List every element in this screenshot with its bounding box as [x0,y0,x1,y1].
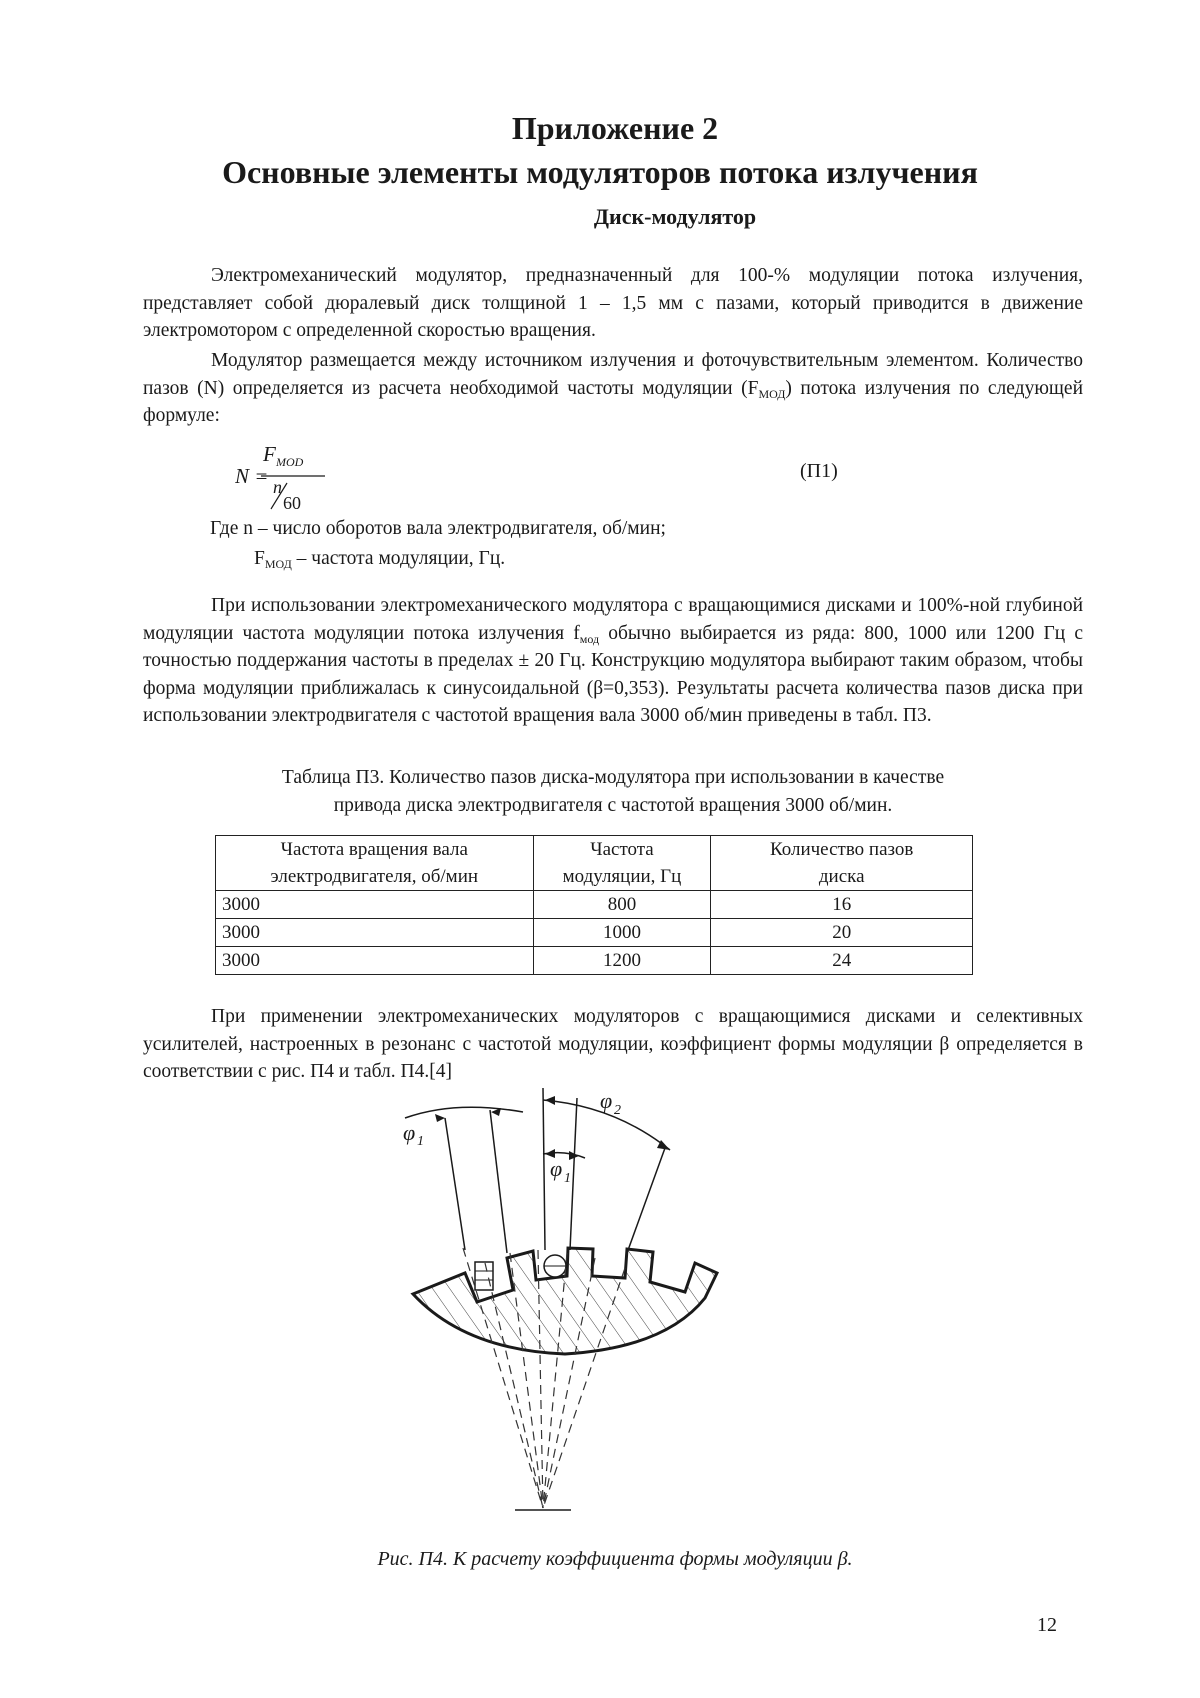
dimension-lines [405,1088,670,1253]
modulator-disk-figure [395,1088,795,1524]
formula-lhs: N = [235,464,269,488]
table-row [216,891,973,919]
table-row [216,947,973,975]
paragraph-frequency-sub: мод [579,631,600,646]
table-cell: 3000 [216,947,534,975]
header-line: Частота вращения вала [280,839,468,860]
paragraph-slots [143,347,1083,430]
formula-number: (П1) [800,460,838,482]
header-line: диска [818,866,865,887]
dimension-arrows [435,1096,670,1160]
table-header-cell [533,836,711,891]
table-cell: 1000 [533,919,711,947]
header-line: модуляции, Гц [562,866,682,887]
section-subtitle: Диск-модулятор [593,204,757,229]
table-cell: 16 [711,891,973,919]
paragraph-beta: При применении электромеханических модуляторов с вращающимися дисками и селективных усилителей, настроенных в резонанс с частотой модуляции, коэффициент формы модуляции β определяется в соответствии с рис. П4 и табл. П4.[4] [143,1006,1083,1082]
paragraph-slots-text-a: Модулятор размещается между источником излучения и фоточувствительным элементом. Количество пазов (N) определяется из расчета необходимой частоты модуляции (F [143,350,1083,399]
label-phi1-center-sub: 1 [564,1171,571,1186]
table-caption-line2: привода диска электродвигателя с частотой вращения 3000 об/мин. [333,794,893,816]
table-cell: 3000 [216,891,534,919]
slots-table [215,835,973,975]
label-phi2-sub: 2 [614,1103,621,1118]
formula-denominator-n: n [273,477,282,497]
paragraph-slots-sub: МОД [758,386,786,401]
label-phi2: φ [600,1088,613,1113]
header-line: электродвигателя, об/мин [270,866,479,887]
label-phi1-left-sub: 1 [417,1134,424,1149]
definition-fmod [210,544,666,574]
formula-p1 [235,441,1095,513]
table-cell: 1200 [533,947,711,975]
paragraph-slots-text-b: ) потока излучения по следующей формуле: [143,377,1084,426]
page-number: 12 [1037,1614,1057,1636]
paragraph-frequency-text-b: обычно выбирается из ряда: 800, 1000 или 1200 Гц с точностью поддержания частоты в пределах ± 20 Гц. Конструкцию модулятора выбирают таким образом, чтобы форма модуляции приближалась к синусоидальной (β=0,353). Результаты расчета количества пазов диска при использовании электродвигателя с частотой вращения вала 3000 об/мин приведены в табл. П3. [143,622,1083,726]
definition-fmod-sub: МОД [264,557,292,571]
table-header-row [216,836,973,891]
paragraph-intro: Электромеханический модулятор, предназначенный для 100-% модуляции потока излучения, представляет собой дюралевый диск толщиной 1 – 1,5 мм с пазами, который приводится в движение электромотором с определенной скоростью вращения. [143,265,1083,341]
figure-caption: Рис. П4. К расчету коэффициента формы модуляции β. [377,1548,853,1570]
definition-fmod-text: – частота модуляции, Гц. [291,548,506,569]
table-row [216,919,973,947]
table-cell: 20 [711,919,973,947]
disk-diagram [395,1088,795,1524]
formula-numerator-sub: MOD [276,455,304,469]
definitions [210,514,666,574]
section-title: Основные элементы модуляторов потока излучения [222,154,978,190]
label-phi1-left: φ [403,1120,416,1145]
table-caption-line1: Таблица П3. Количество пазов диска-модулятора при использовании в качестве [281,767,945,788]
paragraph-frequency [143,592,1083,730]
label-phi1-center: φ [550,1156,563,1181]
formula-denominator-60: 60 [283,493,301,513]
appendix-heading: Приложение 2 [511,110,719,146]
table-cell: 24 [711,947,973,975]
paragraph-frequency-text-a: При использовании электромеханического модулятора с вращающимися дисками и 100%-ной глубиной модуляции частота модуляции потока излучения f [143,595,1083,644]
table-header-cell [711,836,973,891]
table-caption [143,764,1083,819]
table-cell: 800 [533,891,711,919]
table-header-cell [216,836,534,891]
definition-fmod-symbol: F [254,548,265,569]
definition-n: Где n – число оборотов вала электродвигателя, об/мин; [210,518,666,539]
header-line: Количество пазов [770,839,914,860]
formula-graphic [235,441,535,513]
table-cell: 3000 [216,919,534,947]
formula-numerator: F [263,442,276,466]
header-line: Частота [590,839,654,860]
